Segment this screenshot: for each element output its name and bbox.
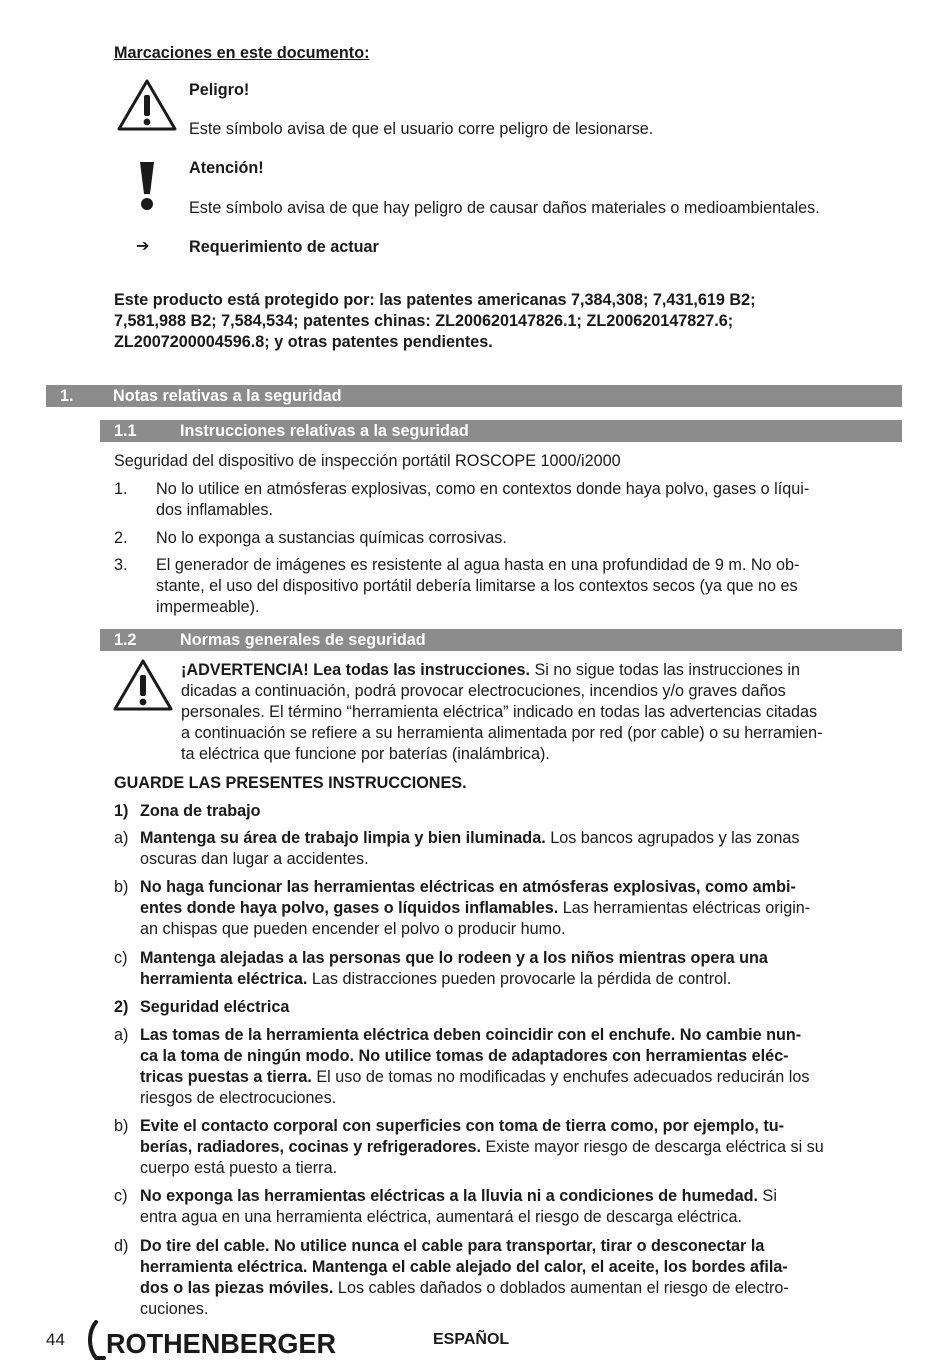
warning-triangle-icon <box>112 658 174 712</box>
page-number: 44 <box>46 1330 65 1349</box>
action-title: Requerimiento de actuar <box>189 238 379 256</box>
electric-safety-heading: 2) Seguridad eléctrica <box>114 998 290 1016</box>
list-item: 2. No lo exponga a sustancias químicas corrosivas. <box>114 529 507 547</box>
section-1-header: 1. Notas relativas a la seguridad <box>46 385 902 407</box>
danger-title: Peligro! <box>189 81 250 99</box>
keep-instructions: GUARDE LAS PRESENTES INSTRUCCIONES. <box>114 774 467 792</box>
list-item: b) Evite el contacto corporal con superficies con toma de tierra como, por ejemplo, tu- berías, radiadores, cocinas y refrigeradores. Existe mayor riesgo de descarga eléctrica si su cuerpo está puesto a tierra. <box>114 1117 824 1177</box>
list-item: c) No exponga las herramientas eléctricas a la lluvia ni a condiciones de humedad. Si entra agua en una herramienta eléctrica, aumentará el riesgo de descarga eléctrica. <box>114 1187 777 1226</box>
work-area-heading: 1) Zona de trabajo <box>114 802 261 820</box>
device-safety-intro: Seguridad del dispositivo de inspección portátil ROSCOPE 1000/i2000 <box>114 452 621 470</box>
danger-text: Este símbolo avisa de que el usuario corre peligro de lesionarse. <box>189 120 654 138</box>
arrow-right-icon: ➔ <box>136 237 150 255</box>
list-item: a) Las tomas de la herramienta eléctrica deben coincidir con el enchufe. No cambie nun- ca la toma de ningún modo. No utilice tomas de adaptadores con herramientas eléc- tricas puestas a tierra. El uso de tomas no modificadas y enchufes adecuados reducirán los riesgos de electrocuciones. <box>114 1026 810 1107</box>
patents-notice: Este producto está protegido por: las patentes americanas 7,384,308; 7,431,619 B2; 7,581,988 B2; 7,584,534; patentes chinas: ZL200620147826.1; ZL200620147827.6; ZL2007200004596.8; y otras patentes pendientes. <box>114 291 756 351</box>
list-item: d) Do tire del cable. No utilice nunca el cable para transportar, tirar o desconectar la herramienta eléctrica. Mantenga el cable alejado del calor, el aceite, los bordes afila- dos o las piezas móviles. Los cables dañados o doblados aumentan el riesgo de electro- cuciones. <box>114 1237 789 1318</box>
list-item: 3. El generador de imágenes es resistente al agua hasta en una profundidad de 9 m. No ob- stante, el uso del dispositivo portátil debería limitarse a los contextos secos (ya que no es impermeable). <box>114 556 800 616</box>
list-item: c) Mantenga alejadas a las personas que lo rodeen y a los niños mientras opera una herramienta eléctrica. Las distracciones pueden provocarle la pérdida de control. <box>114 949 768 988</box>
attention-text: Este símbolo avisa de que hay peligro de causar daños materiales o medioambientales. <box>189 199 820 217</box>
language-label: ESPAÑOL <box>433 1331 510 1348</box>
section-1-2-header: 1.2 Normas generales de seguridad <box>100 629 902 651</box>
exclamation-icon <box>137 160 157 212</box>
rothenberger-logo-icon <box>86 1318 346 1362</box>
section-1-1-header: 1.1 Instrucciones relativas a la seguridad <box>100 420 902 442</box>
list-item: a) Mantenga su área de trabajo limpia y bien iluminada. Los bancos agrupados y las zonas oscuras dan lugar a accidentes. <box>114 829 800 868</box>
list-item: b) No haga funcionar las herramientas eléctricas en atmósferas explosivas, como ambi- entes donde haya polvo, gases o líquidos inflamables. Las herramientas eléctricas origin- an chispas que pueden encender el polvo o producir humo. <box>114 878 811 938</box>
markings-heading: Marcaciones en este documento: <box>114 44 370 62</box>
general-warning: ¡ADVERTENCIA! Lea todas las instrucciones. Si no sigue todas las instrucciones in dicadas a continuación, podrá provocar electrocuciones, incendios y/o graves daños personales. El término “herramienta eléctrica” indicado en todas las advertencias citadas a continuación se refiere a su herramienta alimentada por red (por cable) o su herramien- ta eléctrica que funcione por baterías (inalámbrica). <box>181 661 823 763</box>
warning-triangle-icon <box>116 78 178 132</box>
list-item: 1. No lo utilice en atmósferas explosivas, como en contextos donde haya polvo, gases o líqui- dos inflamables. <box>114 480 810 519</box>
attention-title: Atención! <box>189 159 264 177</box>
brand-wordmark: ROTHENBERGER <box>106 1328 336 1359</box>
